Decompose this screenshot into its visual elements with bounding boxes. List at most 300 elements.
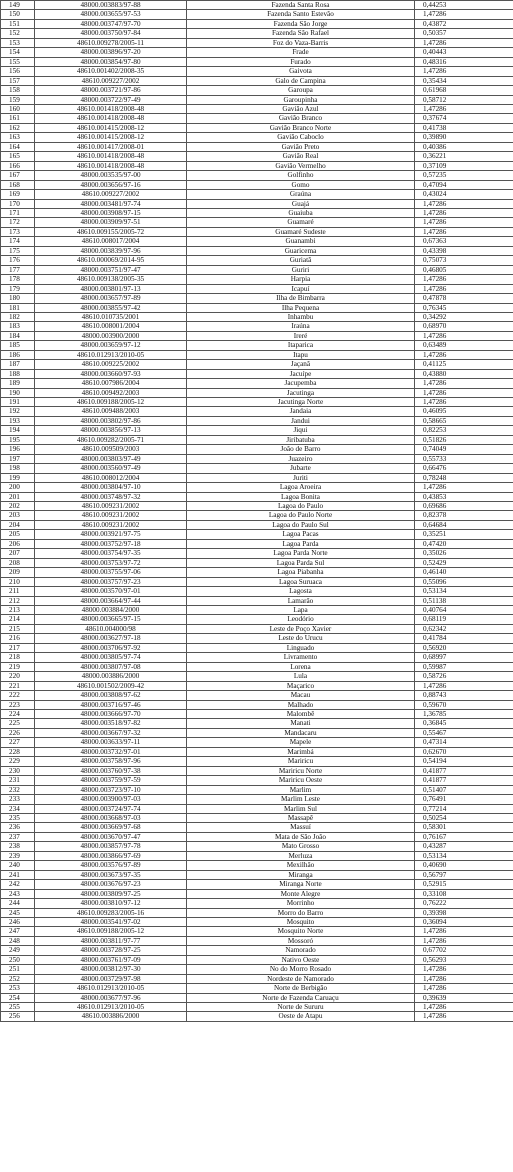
field-name-cell: Itapu <box>187 350 415 359</box>
row-number-cell: 157 <box>1 76 35 85</box>
value-cell: 1,47286 <box>415 227 513 236</box>
field-name-cell: Oeste de Atapu <box>187 1012 415 1021</box>
row-number-cell: 171 <box>1 208 35 217</box>
value-cell: 0,35251 <box>415 530 513 539</box>
table-row <box>1 691 513 700</box>
field-name-cell: Maçarico <box>187 681 415 690</box>
field-name-cell: Lagoa Parda Sul <box>187 558 415 567</box>
field-name-cell: Jiqui <box>187 426 415 435</box>
field-name-cell: Jandaia <box>187 407 415 416</box>
process-number-cell: 48000.003751/97-47 <box>35 265 187 274</box>
process-number-cell: 48000.003670/97-47 <box>35 832 187 841</box>
row-number-cell: 187 <box>1 360 35 369</box>
row-number-cell: 180 <box>1 294 35 303</box>
row-number-cell: 246 <box>1 917 35 926</box>
process-number-cell: 48000.003811/97-77 <box>35 936 187 945</box>
row-number-cell: 183 <box>1 322 35 331</box>
row-number-cell: 249 <box>1 946 35 955</box>
process-number-cell: 48000.003716/97-46 <box>35 700 187 709</box>
process-number-cell: 48610.009278/2005-11 <box>35 38 187 47</box>
value-cell: 1,47286 <box>415 208 513 217</box>
table-row <box>1 965 513 974</box>
process-number-cell: 48000.003908/97-15 <box>35 208 187 217</box>
row-number-cell: 219 <box>1 662 35 671</box>
row-number-cell: 159 <box>1 95 35 104</box>
value-cell: 1,47286 <box>415 1003 513 1012</box>
field-name-cell: Marimbá <box>187 747 415 756</box>
field-name-cell: Guriatã <box>187 256 415 265</box>
value-cell: 0,59987 <box>415 662 513 671</box>
field-name-cell: Mata de São João <box>187 832 415 841</box>
table-row <box>1 1012 513 1021</box>
process-number-cell: 48000.003518/97-82 <box>35 719 187 728</box>
row-number-cell: 217 <box>1 643 35 652</box>
field-name-cell: Golfinho <box>187 171 415 180</box>
table-row <box>1 738 513 747</box>
table-row <box>1 1 513 10</box>
table-row <box>1 29 513 38</box>
process-number-cell: 48000.003752/97-18 <box>35 539 187 548</box>
table-row <box>1 57 513 66</box>
row-number-cell: 243 <box>1 889 35 898</box>
value-cell: 0,43024 <box>415 190 513 199</box>
value-cell: 1,47286 <box>415 104 513 113</box>
process-number-cell: 48610.001417/2008-01 <box>35 142 187 151</box>
row-number-cell: 233 <box>1 795 35 804</box>
row-number-cell: 222 <box>1 691 35 700</box>
row-number-cell: 188 <box>1 369 35 378</box>
table-row <box>1 606 513 615</box>
table-row <box>1 804 513 813</box>
field-name-cell: Icapuí <box>187 284 415 293</box>
value-cell: 0,43880 <box>415 369 513 378</box>
process-number-cell: 48000.003721/97-86 <box>35 86 187 95</box>
process-number-cell: 48000.003812/97-30 <box>35 965 187 974</box>
field-name-cell: João de Barro <box>187 445 415 454</box>
process-number-cell: 48000.003669/97-68 <box>35 823 187 832</box>
process-number-cell: 48000.003656/97-16 <box>35 180 187 189</box>
table-row <box>1 984 513 993</box>
table-row <box>1 842 513 851</box>
process-number-cell: 48000.003866/97-69 <box>35 851 187 860</box>
field-name-cell: Gaivota <box>187 67 415 76</box>
row-number-cell: 164 <box>1 142 35 151</box>
value-cell: 1,47286 <box>415 398 513 407</box>
process-number-cell: 48610.009225/2002 <box>35 360 187 369</box>
process-number-cell: 48610.004000/98 <box>35 624 187 633</box>
field-name-cell: Fazenda São Jorge <box>187 19 415 28</box>
process-number-cell: 48000.003747/97-70 <box>35 19 187 28</box>
row-number-cell: 248 <box>1 936 35 945</box>
process-number-cell: 48000.003659/97-12 <box>35 341 187 350</box>
row-number-cell: 178 <box>1 275 35 284</box>
value-cell: 0,47094 <box>415 180 513 189</box>
field-name-cell: Gavião Azul <box>187 104 415 113</box>
field-name-cell: Gavião Branco <box>187 114 415 123</box>
value-cell: 0,56797 <box>415 870 513 879</box>
table-row <box>1 634 513 643</box>
table-row <box>1 577 513 586</box>
row-number-cell: 228 <box>1 747 35 756</box>
value-cell: 0,34292 <box>415 312 513 321</box>
process-number-cell: 48610.009282/2005-71 <box>35 435 187 444</box>
row-number-cell: 198 <box>1 464 35 473</box>
field-name-cell: Garoupa <box>187 86 415 95</box>
value-cell: 0,82253 <box>415 426 513 435</box>
row-number-cell: 175 <box>1 246 35 255</box>
table-row <box>1 227 513 236</box>
value-cell: 0,50254 <box>415 813 513 822</box>
value-cell: 0,88743 <box>415 691 513 700</box>
value-cell: 1,47286 <box>415 10 513 19</box>
row-number-cell: 207 <box>1 549 35 558</box>
field-name-cell: Lula <box>187 672 415 681</box>
value-cell: 0,55733 <box>415 454 513 463</box>
process-number-cell: 48000.003664/97-44 <box>35 596 187 605</box>
process-number-cell: 48000.003801/97-13 <box>35 284 187 293</box>
process-number-cell: 48610.009231/2002 <box>35 520 187 529</box>
value-cell: 0,44253 <box>415 1 513 10</box>
field-name-cell: Lagoa do Paulo <box>187 502 415 511</box>
value-cell: 0,82378 <box>415 511 513 520</box>
row-number-cell: 195 <box>1 435 35 444</box>
table-row <box>1 861 513 870</box>
table-row <box>1 917 513 926</box>
row-number-cell: 193 <box>1 416 35 425</box>
field-name-cell: Miranga Norte <box>187 880 415 889</box>
table-row <box>1 284 513 293</box>
table-row <box>1 199 513 208</box>
table-row <box>1 823 513 832</box>
field-name-cell: Gomo <box>187 180 415 189</box>
process-number-cell: 48000.003657/97-89 <box>35 294 187 303</box>
field-name-cell: Frade <box>187 48 415 57</box>
value-cell: 0,39890 <box>415 133 513 142</box>
process-number-cell: 48000.003883/97-88 <box>35 1 187 10</box>
row-number-cell: 256 <box>1 1012 35 1021</box>
row-number-cell: 229 <box>1 757 35 766</box>
process-number-cell: 48000.003921/97-75 <box>35 530 187 539</box>
table-row <box>1 303 513 312</box>
row-number-cell: 203 <box>1 511 35 520</box>
field-name-cell: Malhado <box>187 700 415 709</box>
process-number-cell: 48000.003633/97-11 <box>35 738 187 747</box>
table-row <box>1 1003 513 1012</box>
process-number-cell: 48000.003805/97-74 <box>35 653 187 662</box>
table-row <box>1 473 513 482</box>
row-number-cell: 241 <box>1 870 35 879</box>
value-cell: 1,47286 <box>415 927 513 936</box>
process-number-cell: 48610.007986/2004 <box>35 379 187 388</box>
table-row <box>1 265 513 274</box>
table-row <box>1 388 513 397</box>
field-name-cell: Guajá <box>187 199 415 208</box>
row-number-cell: 209 <box>1 568 35 577</box>
process-number-cell: 48610.009509/2003 <box>35 445 187 454</box>
value-cell: 0,58726 <box>415 672 513 681</box>
table-row <box>1 643 513 652</box>
field-name-cell: Lagoa do Paulo Sul <box>187 520 415 529</box>
row-number-cell: 245 <box>1 908 35 917</box>
value-cell: 0,75073 <box>415 256 513 265</box>
value-cell: 1,47286 <box>415 974 513 983</box>
process-number-cell: 48000.003761/97-09 <box>35 955 187 964</box>
process-number-cell: 48000.003755/97-06 <box>35 568 187 577</box>
table-row <box>1 776 513 785</box>
field-name-cell: Leodório <box>187 615 415 624</box>
value-cell: 0,46095 <box>415 407 513 416</box>
row-number-cell: 235 <box>1 813 35 822</box>
table-row <box>1 275 513 284</box>
process-number-cell: 48000.003673/97-35 <box>35 870 187 879</box>
value-cell: 0,40690 <box>415 861 513 870</box>
table-row <box>1 908 513 917</box>
value-cell: 0,46140 <box>415 568 513 577</box>
table-row <box>1 568 513 577</box>
process-number-cell: 48000.003732/97-01 <box>35 747 187 756</box>
process-number-cell: 48000.003666/97-70 <box>35 709 187 718</box>
row-number-cell: 253 <box>1 984 35 993</box>
row-number-cell: 199 <box>1 473 35 482</box>
value-cell: 0,40386 <box>415 142 513 151</box>
process-number-cell: 48000.003854/97-80 <box>35 57 187 66</box>
table-row <box>1 558 513 567</box>
process-number-cell: 48610.009188/2005-12 <box>35 927 187 936</box>
field-name-cell: Morrinho <box>187 899 415 908</box>
field-name-cell: Linguado <box>187 643 415 652</box>
process-number-cell: 48610.009138/2005-35 <box>35 275 187 284</box>
process-number-cell: 48000.003807/97-08 <box>35 662 187 671</box>
value-cell: 1,47286 <box>415 984 513 993</box>
field-name-cell: Harpia <box>187 275 415 284</box>
field-name-cell: Mandacaru <box>187 728 415 737</box>
field-name-cell: Graúna <box>187 190 415 199</box>
process-number-cell: 48000.003748/97-32 <box>35 492 187 501</box>
field-name-cell: Guanambi <box>187 237 415 246</box>
value-cell: 0,51826 <box>415 435 513 444</box>
process-number-cell: 48000.003541/97-02 <box>35 917 187 926</box>
field-name-cell: Ilha de Bimbarra <box>187 294 415 303</box>
value-cell: 1,47286 <box>415 67 513 76</box>
table-row <box>1 48 513 57</box>
field-name-cell: Lagoa Piabanha <box>187 568 415 577</box>
table-row <box>1 331 513 340</box>
row-number-cell: 194 <box>1 426 35 435</box>
row-number-cell: 208 <box>1 558 35 567</box>
value-cell: 0,51138 <box>415 596 513 605</box>
value-cell: 0,40764 <box>415 606 513 615</box>
process-number-cell: 48610.001418/2008-48 <box>35 161 187 170</box>
table-row <box>1 870 513 879</box>
row-number-cell: 170 <box>1 199 35 208</box>
table-row <box>1 246 513 255</box>
value-cell: 1,47286 <box>415 331 513 340</box>
value-cell: 1,47286 <box>415 379 513 388</box>
row-number-cell: 247 <box>1 927 35 936</box>
field-name-cell: Mariricu Oeste <box>187 776 415 785</box>
process-number-cell: 48000.003667/97-32 <box>35 728 187 737</box>
process-number-cell: 48000.003722/97-49 <box>35 95 187 104</box>
row-number-cell: 173 <box>1 227 35 236</box>
field-name-cell: Gavião Vermelho <box>187 161 415 170</box>
table-row <box>1 416 513 425</box>
field-name-cell: Lagosta <box>187 587 415 596</box>
table-row <box>1 142 513 151</box>
process-number-cell: 48000.003753/97-72 <box>35 558 187 567</box>
table-row <box>1 719 513 728</box>
table-row <box>1 832 513 841</box>
field-name-cell: Gavião Branco Norte <box>187 123 415 132</box>
value-cell: 0,40443 <box>415 48 513 57</box>
value-cell: 0,39639 <box>415 993 513 1002</box>
row-number-cell: 200 <box>1 483 35 492</box>
value-cell: 1,47286 <box>415 1012 513 1021</box>
row-number-cell: 215 <box>1 624 35 633</box>
table-row <box>1 795 513 804</box>
table-row <box>1 974 513 983</box>
row-number-cell: 211 <box>1 587 35 596</box>
table-row <box>1 190 513 199</box>
field-name-cell: Juazeiro <box>187 454 415 463</box>
value-cell: 0,57235 <box>415 171 513 180</box>
field-name-cell: Mossoró <box>187 936 415 945</box>
process-number-cell: 48610.001415/2008-12 <box>35 123 187 132</box>
row-number-cell: 166 <box>1 161 35 170</box>
value-cell: 0,35434 <box>415 76 513 85</box>
value-cell: 0,55096 <box>415 577 513 586</box>
process-number-cell: 48000.003759/97-59 <box>35 776 187 785</box>
value-cell: 0,74049 <box>415 445 513 454</box>
table-row <box>1 38 513 47</box>
value-cell: 1,47286 <box>415 38 513 47</box>
field-name-cell: Massuí <box>187 823 415 832</box>
row-number-cell: 226 <box>1 728 35 737</box>
field-name-cell: Fazenda Santo Estevão <box>187 10 415 19</box>
value-cell: 0,77214 <box>415 804 513 813</box>
row-number-cell: 239 <box>1 851 35 860</box>
row-number-cell: 205 <box>1 530 35 539</box>
process-number-cell: 48000.003809/97-25 <box>35 889 187 898</box>
field-name-cell: Lagoa Bonita <box>187 492 415 501</box>
table-row <box>1 312 513 321</box>
field-name-cell: Mexilhão <box>187 861 415 870</box>
row-number-cell: 225 <box>1 719 35 728</box>
row-number-cell: 202 <box>1 502 35 511</box>
row-number-cell: 213 <box>1 606 35 615</box>
value-cell: 0,53134 <box>415 587 513 596</box>
process-number-cell: 48000.003900/2000 <box>35 331 187 340</box>
value-cell: 1,47286 <box>415 199 513 208</box>
row-number-cell: 230 <box>1 766 35 775</box>
process-number-cell: 48610.009488/2003 <box>35 407 187 416</box>
table-row <box>1 672 513 681</box>
process-number-cell: 48000.003723/97-10 <box>35 785 187 794</box>
table-row <box>1 539 513 548</box>
process-number-cell: 48610.012913/2010-05 <box>35 350 187 359</box>
field-name-cell: Lagoa Pacas <box>187 530 415 539</box>
process-number-cell: 48610.009231/2002 <box>35 502 187 511</box>
field-name-cell: Livramento <box>187 653 415 662</box>
value-cell: 0,67702 <box>415 946 513 955</box>
table-row <box>1 899 513 908</box>
field-name-cell: Jacutinga <box>187 388 415 397</box>
row-number-cell: 155 <box>1 57 35 66</box>
value-cell: 1,47286 <box>415 388 513 397</box>
table-row <box>1 454 513 463</box>
row-number-cell: 227 <box>1 738 35 747</box>
process-number-cell: 48610.000069/2014-95 <box>35 256 187 265</box>
table-row <box>1 237 513 246</box>
table-row <box>1 709 513 718</box>
value-cell: 0,48316 <box>415 57 513 66</box>
value-cell: 0,52429 <box>415 558 513 567</box>
process-number-cell: 48000.003886/2000 <box>35 672 187 681</box>
field-name-cell: Ireré <box>187 331 415 340</box>
process-number-cell: 48610.009231/2002 <box>35 511 187 520</box>
row-number-cell: 238 <box>1 842 35 851</box>
row-number-cell: 172 <box>1 218 35 227</box>
field-name-cell: Norte de Sururu <box>187 1003 415 1012</box>
value-cell: 0,41877 <box>415 766 513 775</box>
row-number-cell: 161 <box>1 114 35 123</box>
value-cell: 0,68119 <box>415 615 513 624</box>
field-name-cell: Mosquito <box>187 917 415 926</box>
row-number-cell: 201 <box>1 492 35 501</box>
process-number-cell: 48610.001402/2008-35 <box>35 67 187 76</box>
value-cell: 0,78248 <box>415 473 513 482</box>
process-number-cell: 48000.003627/97-18 <box>35 634 187 643</box>
value-cell: 0,43398 <box>415 246 513 255</box>
field-name-cell: Lagoa Parda Norte <box>187 549 415 558</box>
row-number-cell: 176 <box>1 256 35 265</box>
process-number-cell: 48610.001418/2008-48 <box>35 104 187 113</box>
field-name-cell: Juriti <box>187 473 415 482</box>
table-row <box>1 492 513 501</box>
value-cell: 0,47420 <box>415 539 513 548</box>
value-cell: 1,47286 <box>415 218 513 227</box>
row-number-cell: 214 <box>1 615 35 624</box>
field-name-cell: Garoupinha <box>187 95 415 104</box>
row-number-cell: 181 <box>1 303 35 312</box>
table-row <box>1 530 513 539</box>
row-number-cell: 221 <box>1 681 35 690</box>
value-cell: 1,47286 <box>415 275 513 284</box>
value-cell: 0,58301 <box>415 823 513 832</box>
process-number-cell: 48000.003724/97-74 <box>35 804 187 813</box>
process-number-cell: 48000.003560/97-49 <box>35 464 187 473</box>
row-number-cell: 186 <box>1 350 35 359</box>
row-number-cell: 169 <box>1 190 35 199</box>
process-number-cell: 48000.003803/97-49 <box>35 454 187 463</box>
table-row <box>1 322 513 331</box>
value-cell: 0,67363 <box>415 237 513 246</box>
value-cell: 0,66476 <box>415 464 513 473</box>
row-number-cell: 177 <box>1 265 35 274</box>
process-number-cell: 48000.003839/97-96 <box>35 246 187 255</box>
table-row <box>1 653 513 662</box>
value-cell: 0,33108 <box>415 889 513 898</box>
process-number-cell: 48000.003808/97-62 <box>35 691 187 700</box>
row-number-cell: 218 <box>1 653 35 662</box>
row-number-cell: 154 <box>1 48 35 57</box>
table-row <box>1 152 513 161</box>
value-cell: 0,68997 <box>415 653 513 662</box>
table-row <box>1 615 513 624</box>
field-name-cell: Fazenda São Rafael <box>187 29 415 38</box>
field-name-cell: Malombê <box>187 709 415 718</box>
process-number-cell: 48000.003655/97-53 <box>35 10 187 19</box>
table-row <box>1 294 513 303</box>
